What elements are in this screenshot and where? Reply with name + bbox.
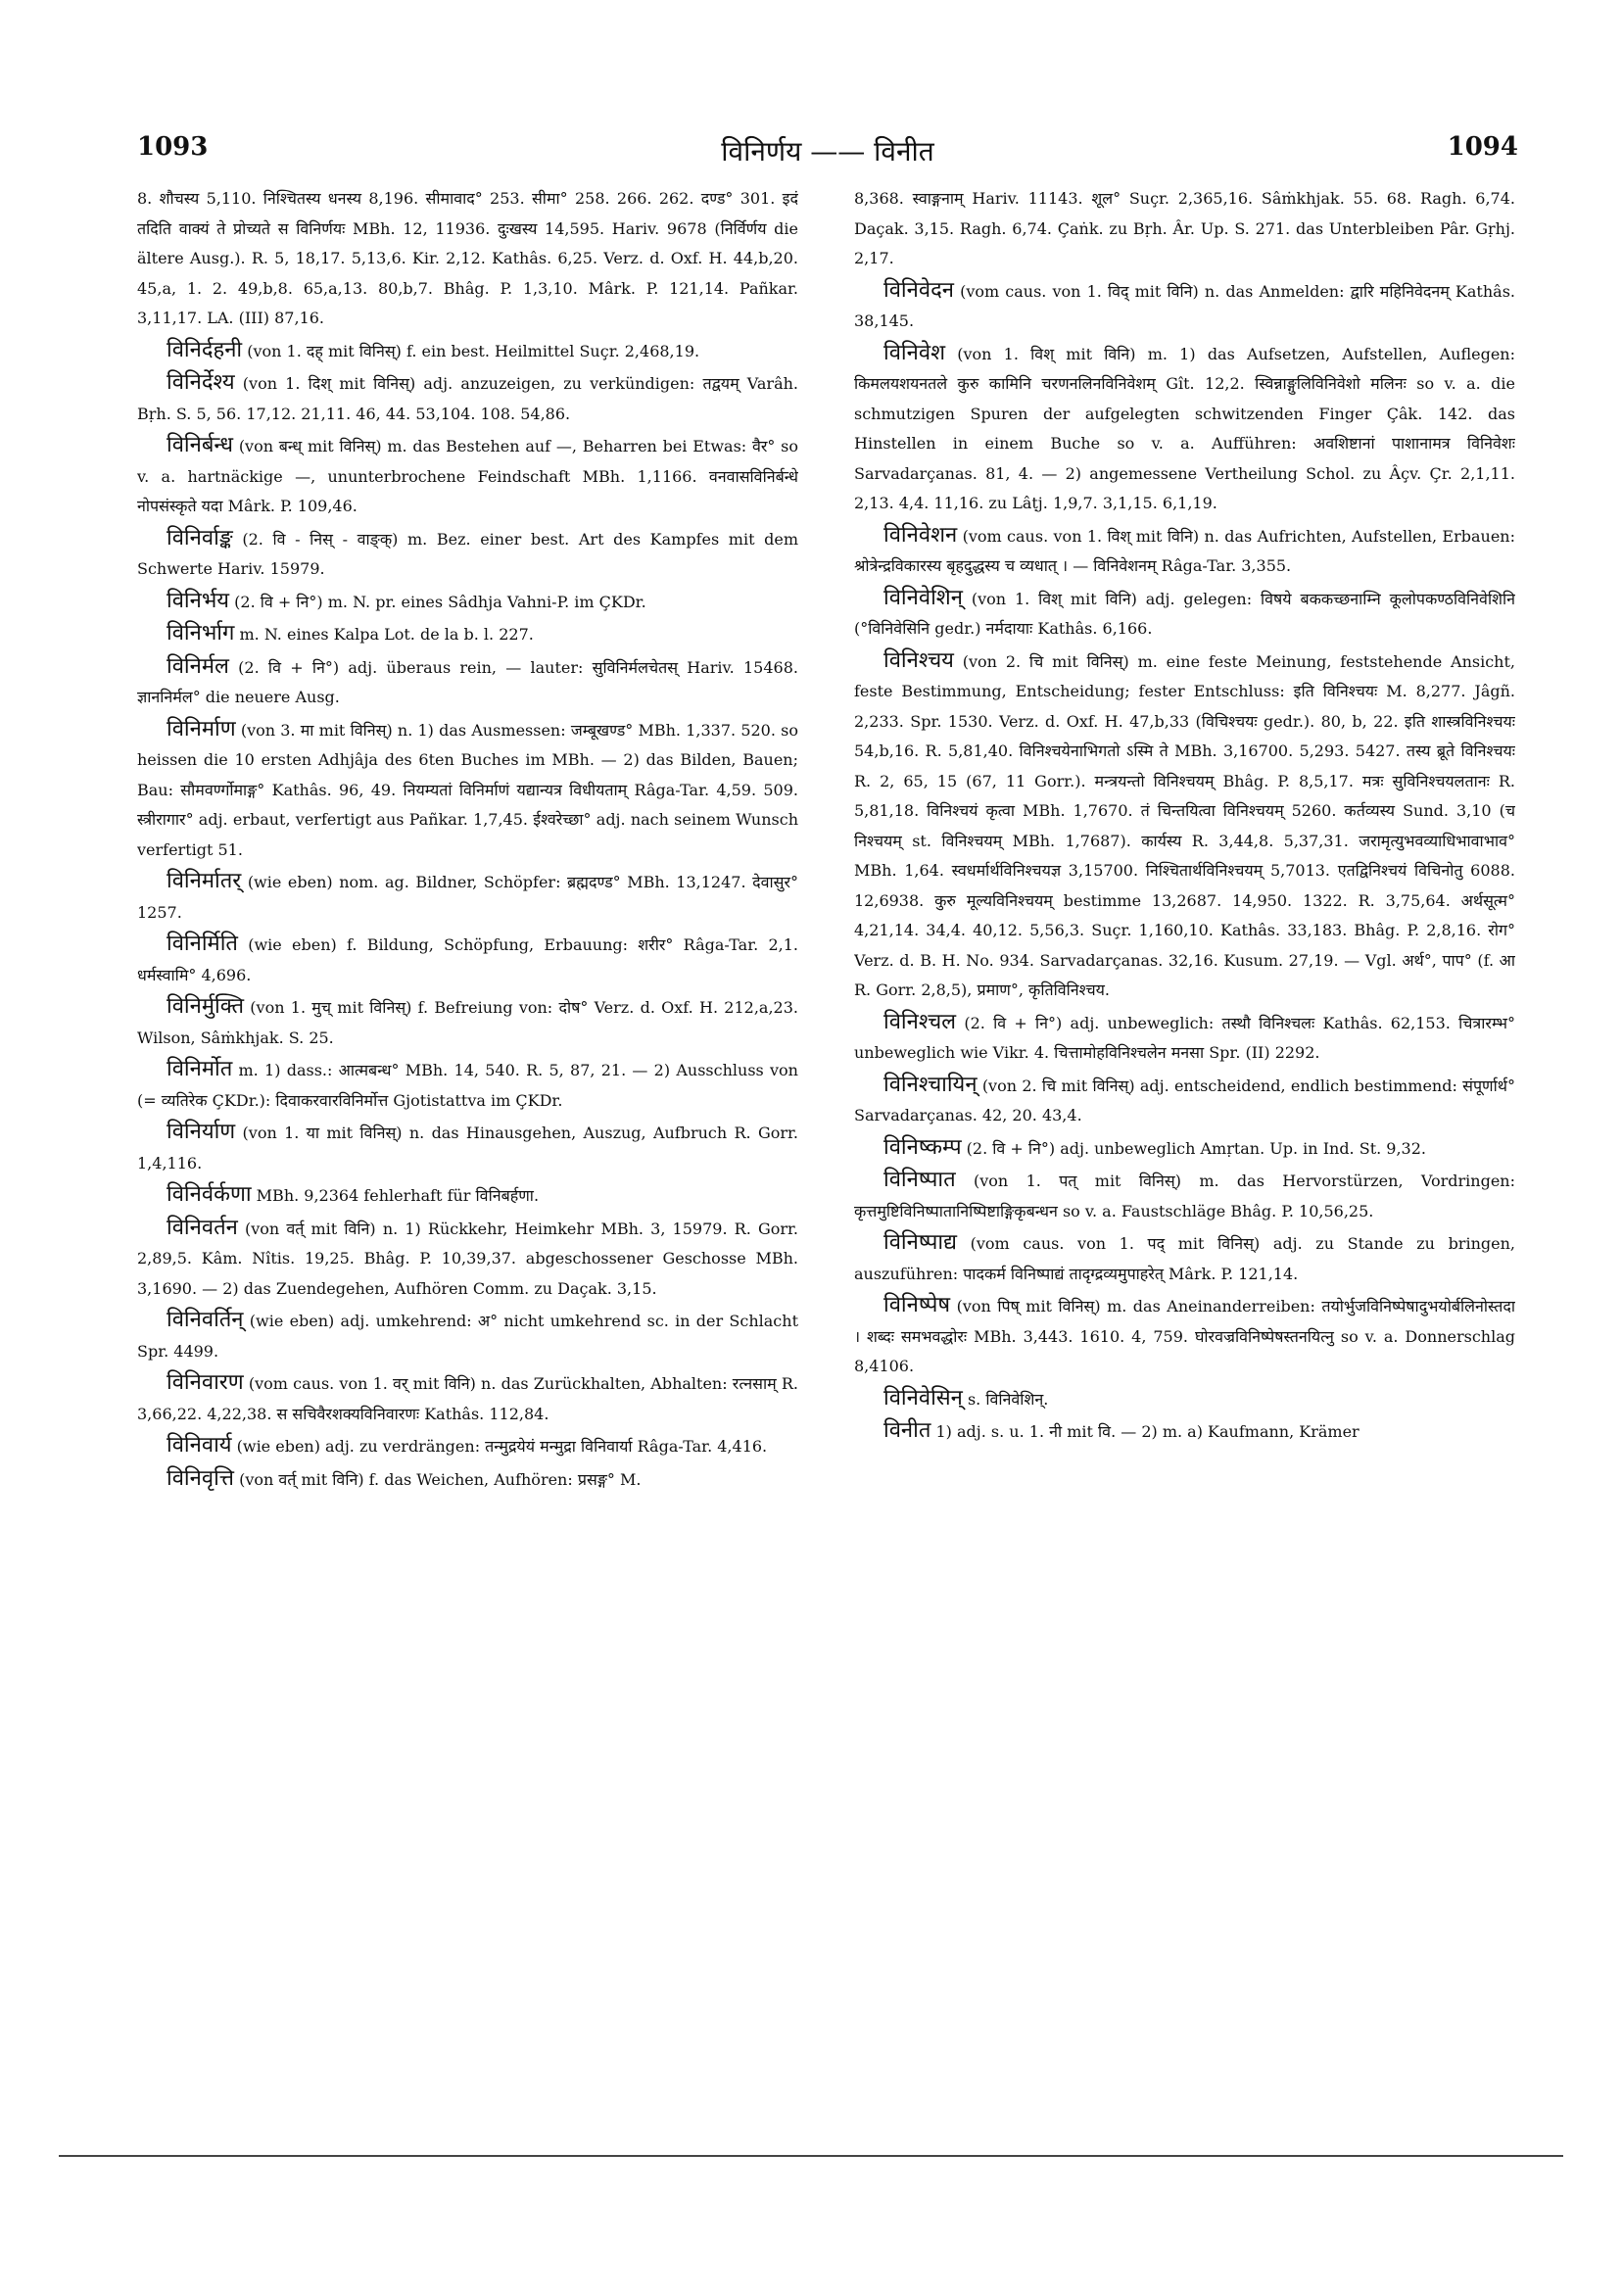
dictionary-entry	[137, 1431, 798, 1462]
entry-headword: विनिर्मिति	[167, 932, 238, 956]
entry-text: (2. वि - निस् - वाङ्क्) m. Bez. einer best. Art des Kampfes mit dem Schwerte Hariv. 15979.	[137, 529, 798, 578]
dictionary-entry	[854, 339, 1515, 519]
entry-text: (2. वि + नि°) adj. überaus rein, — lauter: सुविनिर्मलचेतस् Hariv. 15468. ज्ञाननिर्मल° die neuere Ausg.	[137, 657, 798, 706]
entry-text: s. विनिवेशिन्.	[967, 1389, 1049, 1409]
entry-text: (von 1. पत् mit विनिस्) m. das Hervorstürzen, Vordringen: कृत्तमुष्टिविनिष्पातानिष्पिष्टाङ्गिकृबन्धन so v. a. Faustschläge Bhâg. P. 10,56,25.	[854, 1172, 1515, 1220]
entry-headword: विनिर्बन्ध	[167, 433, 234, 457]
entry-headword: विनिवारण	[167, 1370, 244, 1395]
dictionary-entry	[137, 1118, 798, 1178]
entry-text: 1) adj. s. u. 1. नी mit वि. — 2) m. a) Kaufmann, Krämer	[935, 1422, 1360, 1441]
entry-headword: विनिश्चल	[883, 1009, 957, 1034]
entry-text: m. 1) dass.: आत्मबन्ध° MBh. 14, 540. R. 5, 87, 21. — 2) Ausschluss von (= व्यतिरेक ÇKDr.): दिवाकरवारविनिर्मोत्त Gjotistattva im ÇKDr.	[137, 1061, 798, 1110]
dictionary-entry	[137, 524, 798, 585]
dictionary-entry	[137, 431, 798, 522]
entry-headword: विनिवेश	[883, 340, 946, 365]
entry-headword: विनिर्भाग	[167, 621, 235, 646]
dictionary-entry	[137, 368, 798, 429]
dictionary-entry	[137, 1306, 798, 1366]
entry-headword: विनिर्मल	[167, 653, 229, 679]
dictionary-entry	[137, 1464, 798, 1496]
entry-text: (von 1. दह् mit विनिस्) f. ein best. Heilmittel Suçr. 2,468,19.	[247, 341, 700, 360]
entry-headword: विनिवेशिन्	[883, 585, 963, 610]
entry-headword: विनिर्वर्कणा	[167, 1182, 252, 1207]
entry-headword: विनिर्भय	[167, 588, 230, 613]
dictionary-entry	[137, 587, 798, 618]
entry-text: (vom caus. von 1. विश् mit विनि) n. das Aufrichten, Aufstellen, Erbauen: श्रोत्रेन्द्रविकारस्य बृहदुद्धस्य च व्यधात् । — विनिवेशनम् Râga-Tar. 3,355.	[854, 526, 1515, 575]
entry-headword: विनिर्वाङ्क	[167, 525, 233, 550]
entry-headword: विनिश्चायिन्	[883, 1072, 978, 1097]
entry-text: 8. शौचस्य 5,110. निश्चितस्य धनस्य 8,196. सीमावाद° 253. सीमा° 258. 266. 262. दण्ड° 301. इदं तदिति वाक्यं ते प्रोच्यते स विनिर्णयः MBh. 12, 11936. दुःखस्य 14,595. Hariv. 9678 (निर्विर्णय die ältere Ausg.). R. 5, 18,17. 5,13,6. Kir. 2,12. Kathâs. 6,25. Verz. d. Oxf. H. 44,b,20. 45,a, 1. 2. 49,b,8. 65,a,13. 80,b,7. Bhâg. P. 1,3,10. Mârk. P. 121,14. Pañkar. 3,11,17. LA. (III) 87,16.	[137, 189, 798, 327]
dictionary-entry	[854, 1133, 1515, 1165]
dictionary-entry	[854, 1166, 1515, 1226]
entry-text: (vom caus. von 1. पद् mit विनिस्) adj. zu Stande zu bringen, auszuführen: पादकर्म विनिष्पाद्यं तादृग्द्रव्यमुपाहरेत् Mârk. P. 121,14.	[854, 1234, 1515, 1283]
right-column	[854, 184, 1515, 2133]
dictionary-entry	[854, 1384, 1515, 1415]
entry-headword: विनिष्पेष	[883, 1293, 951, 1317]
entry-headword: विनिवृत्ति	[167, 1465, 234, 1491]
entry-headword: विनिर्माण	[167, 716, 236, 741]
dictionary-entry	[137, 336, 798, 367]
entry-text: (von 2. चि mit विनिस्) adj. entscheidend, endlich bestimmend: संपूर्णार्थ° Sarvadarçanas. 42, 20. 43,4.	[854, 1076, 1515, 1124]
entry-text: (von 2. चि mit विनिस्) m. eine feste Meinung, feststehende Ansicht, feste Bestimmung, Entscheidung; fester Entschluss: इति विनिश्चयः M. 8,277. Jâgñ. 2,233. Spr. 1530. Verz. d. Oxf. H. 47,b,33 (विचिश्चयः gedr.). 80, b, 22. इति शास्त्रविनिश्चयः 54,b,16. R. 5,81,40. विनिश्चयेनाभिगतो ऽस्मि ते MBh. 3,16700. 5,293. 5427. तस्य ब्रूते विनिश्चयः R. 2, 65, 15 (67, 11 Gorr.). मन्त्रयन्तो विनिश्चयम् Bhâg. P. 8,5,17. मत्रः सुविनिश्चयलतानः R. 5,81,18. विनिश्चयं कृत्वा MBh. 1,7670. तं चिन्तयित्वा विनिश्चयम् 5260. कर्तव्यस्य Sund. 3,10 (च निश्चयम् st. विनिश्चयम् MBh. 1,7687). कार्यस्य R. 3,44,8. 5,37,31. जरामृत्युभवव्याधिभावाभाव° MBh. 1,64. स्वधर्मार्थविनिश्चयज्ञ 3,15700. निश्चितार्थविनिश्चयम् 5,7013. एतद्विनिश्चयं विचिनोतु 6088. 12,6938. कुरु मूल्यविनिश्चयम् bestimme 13,2687. 14,950. 1322. R. 3,75,64. अर्थसूत्म° 4,21,14. 34,4. 40,12. 5,56,3. Suçr. 1,160,10. Kathâs. 33,183. Bhâg. P. 2,8,16. रोग° Verz. d. B. H. No. 934. Sarvadarçanas. 32,16. Kusum. 27,19. — Vgl. अर्थ°, पाप° (f. आ R. Gorr. 2,8,5), प्रमाण°, कृतिविनिश्चय.	[854, 651, 1515, 999]
dictionary-entry	[137, 1368, 798, 1429]
dictionary-entry	[854, 1071, 1515, 1131]
entry-text: (2. वि + नि°) adj. unbeweglich Amṛtan. Up. in Ind. St. 9,32.	[966, 1138, 1427, 1158]
entry-text: (von वर्त् mit विनि) f. das Weichen, Aufhören: प्रसङ्ग° M.	[239, 1469, 642, 1489]
entry-headword: विनिष्पाद्य	[883, 1230, 957, 1255]
entry-headword: विनीत	[883, 1418, 931, 1443]
entry-headword: विनिर्याण	[167, 1120, 236, 1144]
dictionary-entry	[137, 1214, 798, 1305]
entry-headword: विनिवेदन	[883, 277, 954, 303]
entry-headword: विनिर्मातर्	[167, 869, 242, 893]
left-column	[137, 184, 798, 2133]
entry-headword: विनिवेसिन्	[883, 1385, 963, 1411]
dictionary-entry	[137, 184, 798, 334]
entry-text: (vom caus. von 1. विद् mit विनि) n. das Anmelden: द्वारि महिनिवेदनम् Kathâs. 38,145.	[854, 281, 1515, 330]
entry-text: (2. वि + नि°) adj. unbeweglich: तस्थौ विनिश्चलः Kathâs. 62,153. चित्रारम्भ° unbeweglich wie Vikr. 4. चित्तामोहविनिश्चलेन मनसा Spr. (II) 2292.	[854, 1013, 1515, 1062]
entry-headword: विनिष्पात	[883, 1168, 956, 1192]
dictionary-entry	[137, 867, 798, 928]
entry-headword: विनिर्मोत	[167, 1057, 233, 1081]
page-number-left: 1093	[137, 132, 209, 162]
dictionary-entry	[854, 646, 1515, 1006]
dictionary-entry	[137, 930, 798, 990]
entry-headword: विनिवर्तिन्	[167, 1308, 244, 1332]
entry-headword: विनिर्देश्य	[167, 370, 235, 395]
footer-rule	[59, 2155, 1563, 2157]
entry-headword: विनिर्मुक्ति	[167, 994, 245, 1019]
entry-text: (wie eben) nom. ag. Bildner, Schöpfer: ब्रह्मदण्ड° MBh. 13,1247. देवासुर° 1257.	[137, 873, 798, 922]
dictionary-entry	[854, 1008, 1515, 1069]
entry-headword: विनिवार्य	[167, 1433, 232, 1458]
entry-text: (2. वि + नि°) m. N. pr. eines Sâdhja Vahni-P. im ÇKDr.	[234, 592, 646, 611]
dictionary-entry	[137, 619, 798, 650]
dictionary-entry	[137, 1055, 798, 1116]
entry-text: (wie eben) adj. umkehrend: अ° nicht umkehrend sc. in der Schlacht Spr. 4499.	[137, 1312, 798, 1361]
entry-text: (von बन्ध् mit विनिस्) m. das Bestehen auf —, Beharren bei Etwas: वैर° so v. a. hartnäckige —, ununterbrochene Feindschaft MBh. 1,1166. वनवासविनिर्बन्धे नोपसंस्कृते यदा Mârk. P. 109,46.	[137, 437, 798, 515]
entry-text: (von 3. मा mit विनिस्) n. 1) das Ausmessen: जम्बूखण्ड° MBh. 1,337. 520. so heissen die 10 ersten Adhjâja des 6ten Buches im MBh. — 2) das Bilden, Bauen; Bau: सौमवर्ण्गोमाङ्ग° Kathâs. 96, 49. नियम्यतां विनिर्माणं यद्यान्यत्र विधीयताम् Râga-Tar. 4,59. 509. स्त्रीरागार° adj. erbaut, verfertigt aus Pañkar. 1,7,45. ईश्वरेच्छा° adj. nach seinem Wunsch verfertigt 51.	[137, 720, 798, 859]
page-number-right: 1094	[1447, 132, 1518, 162]
entry-text: (von 1. मुच् mit विनिस्) f. Befreiung von: दोष° Verz. d. Oxf. H. 212,a,23. Wilson, Sâṁkhjak. S. 25.	[137, 998, 798, 1047]
entry-text: (wie eben) adj. zu verdrängen: तन्मुद्रयेयं मन्मुद्रा विनिवार्या Râga-Tar. 4,416.	[236, 1437, 768, 1456]
entry-text: (vom caus. von 1. वर् mit विनि) n. das Zurückhalten, Abhalten: रत्नसाम् R. 3,66,22. 4,22,38. स सचिवैरशक्यविनिवारणः Kathâs. 112,84.	[137, 1374, 798, 1423]
entry-headword: विनिष्कम्प	[883, 1134, 962, 1160]
dictionary-entry	[137, 992, 798, 1053]
entry-text: (von 1. या mit विनिस्) n. das Hinausgehen, Auszug, Aufbruch R. Gorr. 1,4,116.	[137, 1124, 798, 1172]
entry-text: MBh. 9,2364 fehlerhaft für विनिबर्हणा.	[256, 1186, 540, 1205]
entry-text: (wie eben) f. Bildung, Schöpfung, Erbauung: शरीर° Râga-Tar. 2,1. धर्मस्वामि° 4,696.	[137, 935, 798, 984]
dictionary-entry	[137, 1180, 798, 1212]
running-title: विनिर्णय —— विनीत	[721, 135, 934, 167]
page-header	[137, 132, 1518, 171]
entry-headword: विनिश्चय	[883, 647, 954, 673]
dictionary-entry	[854, 584, 1515, 645]
entry-text: (von 1. दिश् mit विनिस्) adj. anzuzeigen, zu verkündigen: तद्वयम् Varâh. Bṛh. S. 5, 56. 17,12. 21,11. 46, 44. 53,104. 108. 54,86.	[137, 374, 798, 423]
dictionary-entry	[854, 276, 1515, 337]
dictionary-entry	[854, 1291, 1515, 1382]
dictionary-entry	[854, 184, 1515, 274]
entry-headword: विनिर्दहनी	[167, 337, 243, 362]
entry-headword: विनिवर्तन	[167, 1215, 238, 1240]
entry-text: (von वर्त् mit विनि) n. 1) Rückkehr, Heimkehr MBh. 3, 15979. R. Gorr. 2,89,5. Kâm. Nîtis. 19,25. Bhâg. P. 10,39,37. abgeschossener Geschosse MBh. 3,1690. — 2) das Zuendegehen, Aufhören Comm. zu Daçak. 3,15.	[137, 1219, 798, 1298]
entry-text: 8,368. स्वाङ्गनाम् Hariv. 11143. शूल° Suçr. 2,365,16. Sâṁkhjak. 55. 68. Ragh. 6,74. Daçak. 3,15. Ragh. 6,74. Çaṅk. zu Bṛh. Âr. Up. S. 271. das Unterbleiben Pâr. Gṛhj. 2,17.	[854, 189, 1515, 267]
entry-headword: विनिवेशन	[883, 522, 958, 548]
dictionary-entry	[854, 1416, 1515, 1448]
entry-text: (von 1. विश् mit विनि) m. 1) das Aufsetzen, Aufstellen, Auflegen: किमलयशयनतले कुरु कामिनि चरणनलिनविनिवेशम् Gît. 12,2. स्विन्नाङ्गुलिविनिवेशो मलिनः so v. a. die schmutzigen Spuren der aufgelegten schwitzenden Finger Çâk. 142. das Hinstellen in einem Buche so v. a. Aufführen: अवशिष्टानां पाशानामत्र विनिवेशः Sarvadarçanas. 81, 4. — 2) angemessene Vertheilung Schol. zu Âçv. Çr. 2,1,11. 2,13. 4,4. 11,16. zu Lâṭj. 1,9,7. 3,1,15. 6,1,19.	[854, 344, 1515, 512]
entry-text: m. N. eines Kalpa Lot. de la b. l. 227.	[239, 625, 534, 644]
dictionary-entry	[137, 715, 798, 866]
dictionary-entry	[854, 1228, 1515, 1289]
dictionary-entry	[854, 521, 1515, 582]
entry-text: (von 1. विश् mit विनि) adj. gelegen: विषये बककच्छनाम्नि कूलोपकण्ठविनिवेशिनि (°विनिवेसिनि gedr.) नर्मदायाः Kathâs. 6,166.	[854, 589, 1515, 638]
dictionary-entry	[137, 652, 798, 713]
entry-text: (von पिष् mit विनिस्) m. das Aneinanderreiben: तयोर्भुजविनिष्पेषादुभयोर्बलिनोस्तदा । शब्दः समभवद्धोरः MBh. 3,443. 1610. 4, 759. घोरवज्रविनिष्पेषस्तनयित्नु so v. a. Donnerschlag 8,4106.	[854, 1297, 1515, 1375]
